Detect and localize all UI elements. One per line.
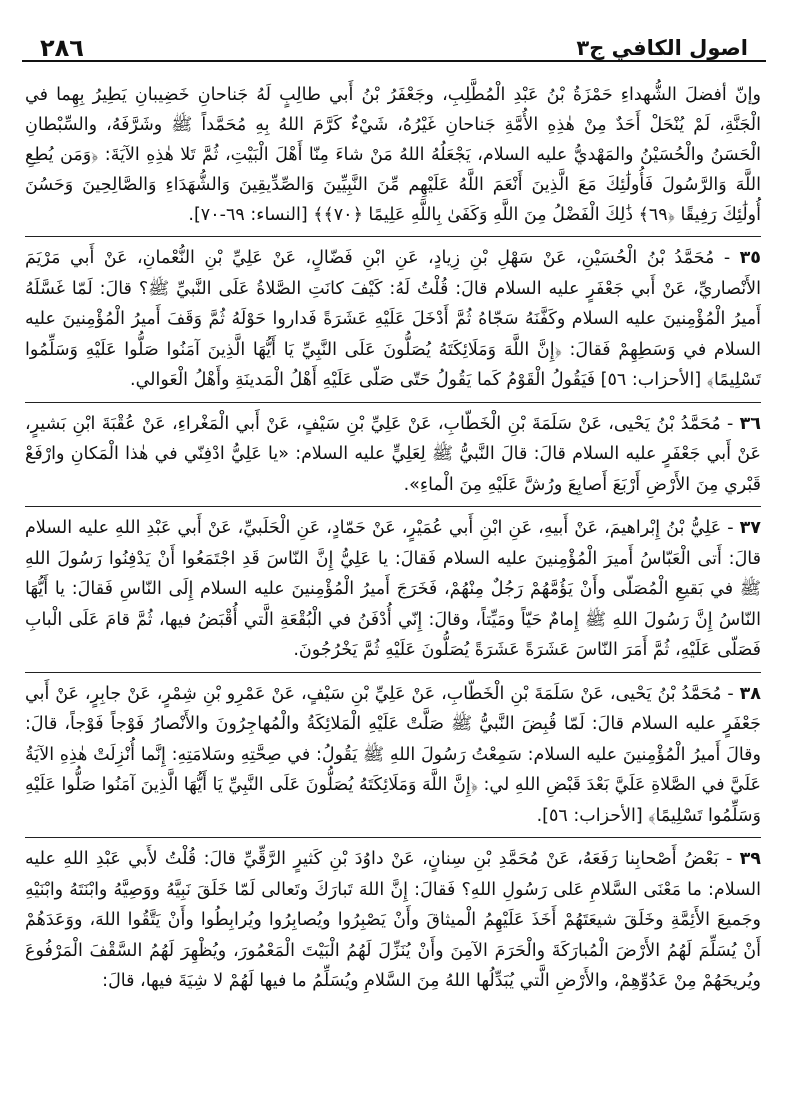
hadith-number: ٣٥ [739,248,761,268]
paragraph-text: مُحَمَّدُ بْنُ الْحُسَيْنِ، عَنْ سَهْلِ بْنِ زِيادٍ، عَنِ ابْنِ فَضّالٍ، عَنْ عَلِيِّ بْنِ النُّعْمانِ، عَنْ أَبي مَرْيَمَ الأَنْصاريِّ، عَنْ أَبي جَعْفَرٍ عليه السلام قالَ: قُلْتُ لَهُ: كَيْفَ كانَتِ الصَّلاةُ عَلَى النَّبيِّ ﷺ؟ قالَ: لَمّا غَسَّلَهُ أَميرُ الْمُؤْمِنينَ عليه السلام وكَفَّنَهُ سَجّاهُ ثُمَّ أَدْخَلَ عَلَيْهِ عَشَرَةً فَداروا حَوْلَهُ ثُمَّ وَقَفَ أَميرُ الْمُؤْمِنينَ عليه السلام في وَسَطِهِمْ فَقالَ: ﴿إِنَّ اللَّهَ وَمَلَائِكَتَهُ يُصَلُّونَ عَلَى النَّبِيِّ يَا أَيُّهَا الَّذِينَ آمَنُوا صَلُّوا عَلَيْهِ وَسَلِّمُوا تَسْلِيمًا﴾ [الأحزاب: ٥٦] فَيَقُولُ الْقَوْمُ كَما يَقُولُ حَتّى صَلّى عَلَيْهِ أَهْلُ الْمَدينَةِ وأَهْلُ الْعَوالي. [25,248,761,390]
hadith-number: ٣٦ [739,413,761,434]
paragraph-text: مُحَمَّدُ بْنُ يَحْيى، عَنْ سَلَمَةَ بْنِ الْخَطّابِ، عَنْ عَلِيِّ بْنِ سَيْفٍ، عَنْ عَمْرِو بْنِ شِمْرٍ، عَنْ جابِرٍ، عَنْ أَبي جَعْفَرٍ عليه السلام قالَ: لَمّا قُبِضَ النَّبيُّ ﷺ صَلَّتْ عَلَيْهِ الْمَلائِكَةُ والْمُهاجِرُونَ والأَنْصارُ فَوْجاً فَوْجاً، قالَ: وقالَ أَميرُ الْمُؤْمِنينَ عليه السلام: سَمِعْتُ رَسُولَ اللهِ ﷺ يَقُولُ: في صِحَّتِهِ وسَلامَتِهِ: إِنَّما أُنْزِلَتْ هٰذِهِ الآيَةُ عَلَيَّ في الصَّلاةِ عَلَيَّ بَعْدَ قَبْضِ اللهِ لي: ﴿إِنَّ اللَّهَ وَمَلَائِكَتَهُ يُصَلُّونَ عَلَى النَّبِيِّ يَا أَيُّهَا الَّذِينَ آمَنُوا صَلُّوا عَلَيْهِ وَسَلِّمُوا تَسْلِيمًا﴾ [الأحزاب: ٥٦]. [25,683,761,826]
paragraph-text: عَلِيُّ بْنُ إِبْراهيمَ، عَنْ أَبيهِ، عَنِ ابْنِ أَبي عُمَيْرٍ، عَنْ حَمّادٍ، عَنِ الْحَلَبيِّ، عَنْ أَبي عَبْدِ اللهِ عليه السلام قالَ: أَتى الْعَبّاسُ أَميرَ الْمُؤْمِنينَ عليه السلام فَقالَ: يا عَلِيُّ إِنَّ النّاسَ قَدِ اجْتَمَعُوا أَنْ يَدْفِنُوا رَسُولَ اللهِ ﷺ في بَقيعِ الْمُصَلّى وأَنْ يَؤُمَّهُمْ رَجُلٌ مِنْهُمْ، فَخَرَجَ أَميرُ الْمُؤْمِنينَ عليه السلام إِلَى النّاسِ فَقالَ: يا أَيُّهَا النّاسُ إِنَّ رَسُولَ اللهِ ﷺ إِمامٌ حَيّاً ومَيِّتاً، وقالَ: إِنّي أُدْفَنُ في الْبُقْعَةِ الَّتي أُقْبَضُ فيها، ثُمَّ قامَ عَلَى الْبابِ فَصَلّى عَلَيْهِ، ثُمَّ أَمَرَ النّاسَ عَشَرَةً عَشَرَةً يُصَلُّونَ عَلَيْهِ ثُمَّ يَخْرُجُونَ. [25,518,761,660]
header-divider [22,60,766,62]
section-divider [25,506,761,507]
section-divider [25,402,761,403]
hadith-paragraph: ٣٨ - مُحَمَّدُ بْنُ يَحْيى، عَنْ سَلَمَةَ بْنِ الْخَطّابِ، عَنْ عَلِيِّ بْنِ سَيْفٍ، عَنْ عَمْرِو بْنِ شِمْرٍ، عَنْ جابِرٍ، عَنْ أَبي جَعْفَرٍ عليه السلام قالَ: لَمّا قُبِضَ النَّبيُّ ﷺ صَلَّتْ عَلَيْهِ الْمَلائِكَةُ والْمُهاجِرُونَ والأَنْصارُ فَوْجاً فَوْجاً، قالَ: وقالَ أَميرُ الْمُؤْمِنينَ عليه السلام: سَمِعْتُ رَسُولَ اللهِ ﷺ يَقُولُ: في صِحَّتِهِ وسَلامَتِهِ: إِنَّما أُنْزِلَتْ هٰذِهِ الآيَةُ عَلَيَّ في الصَّلاةِ عَلَيَّ بَعْدَ قَبْضِ اللهِ لي: ﴿إِنَّ اللَّهَ وَمَلَائِكَتَهُ يُصَلُّونَ عَلَى النَّبِيِّ يَا أَيُّهَا الَّذِينَ آمَنُوا صَلُّوا عَلَيْهِ وَسَلِّمُوا تَسْلِيمًا﴾ [الأحزاب: ٥٦]. [25,683,761,826]
hadith-number: ٣٩ [739,849,761,869]
paragraph-continuation [25,80,761,230]
section-divider [25,837,761,838]
paragraph-text: مُحَمَّدُ بْنُ يَحْيى، عَنْ سَلَمَةَ بْنِ الْخَطّابِ، عَنْ عَلِيِّ بْنِ سَيْفٍ، عَنْ أَبي الْمَغْراءِ، عَنْ عُقْبَةَ ابْنِ بَشيرٍ، عَنْ أَبي جَعْفَرٍ عليه السلام قالَ: قالَ النَّبيُّ ﷺ لِعَلِيٍّ عليه السلام: «يا عَلِيُّ ادْفِنّي في هٰذا الْمَكانِ وارْفَعْ قَبْري مِنَ الأَرْضِ أَرْبَعَ أَصابِعَ ورُشَّ عَلَيْهِ مِنَ الْماءِ». [25,413,761,495]
hadith-paragraph: ٣٩ - بَعْضُ أَصْحابِنا رَفَعَهُ، عَنْ مُحَمَّدِ بْنِ سِنانٍ، عَنْ داوُدَ بْنِ كَثيرٍ الرَّقِّيِّ قالَ: قُلْتُ لأَبي عَبْدِ اللهِ عليه السلام: ما مَعْنَى السَّلامِ عَلى رَسُولِ اللهِ؟ فَقالَ: إِنَّ اللهَ تَبارَكَ وتَعالى لَمّا خَلَقَ نَبِيَّهُ ووَصِيَّهُ وابْنَتَهُ وابْنَيْهِ وجَميعَ الأَئِمَّةِ وخَلَقَ شيعَتَهُمْ أَخَذَ عَلَيْهِمُ الْميثاقَ وأَنْ يَصْبِرُوا ويُصابِرُوا ويُرابِطُوا وأَنْ يَتَّقُوا اللهَ، ووَعَدَهُمْ أَنْ يُسَلِّمَ لَهُمُ الأَرْضَ الْمُبارَكَةَ والْحَرَمَ الآمِنَ وأَنْ يُنَزِّلَ لَهُمُ الْبَيْتَ الْمَعْمُورَ، ويُظْهِرَ لَهُمُ السَّقْفَ الْمَرْفُوعَ ويُريحَهُمْ مِنْ عَدُوِّهِمْ، والأَرْضِ الَّتي يُبَدِّلُها اللهُ مِنَ السَّلامِ ويُسَلِّمُ ما فيها لَهُمْ لا شِيَةَ فيها، قالَ: [25,849,761,991]
hadith-paragraph: ٣٥ - مُحَمَّدُ بْنُ الْحُسَيْنِ، عَنْ سَهْلِ بْنِ زِيادٍ، عَنِ ابْنِ فَضّالٍ، عَنْ عَلِيِّ بْنِ النُّعْمانِ، عَنْ أَبي مَرْيَمَ الأَنْصاريِّ، عَنْ أَبي جَعْفَرٍ عليه السلام قالَ: قُلْتُ لَهُ: كَيْفَ كانَتِ الصَّلاةُ عَلَى النَّبيِّ ﷺ؟ قالَ: لَمّا غَسَّلَهُ أَميرُ الْمُؤْمِنينَ عليه السلام وكَفَّنَهُ سَجّاهُ ثُمَّ أَدْخَلَ عَلَيْهِ عَشَرَةً فَداروا حَوْلَهُ ثُمَّ وَقَفَ أَميرُ الْمُؤْمِنينَ عليه السلام في وَسَطِهِمْ فَقالَ: ﴿إِنَّ اللَّهَ وَمَلَائِكَتَهُ يُصَلُّونَ عَلَى النَّبِيِّ يَا أَيُّهَا الَّذِينَ آمَنُوا صَلُّوا عَلَيْهِ وَسَلِّمُوا تَسْلِيمًا﴾ [الأحزاب: ٥٦] فَيَقُولُ الْقَوْمُ كَما يَقُولُ حَتّى صَلّى عَلَيْهِ أَهْلُ الْمَدينَةِ وأَهْلُ الْعَوالي. [25,248,761,390]
section-divider [25,236,761,237]
hadith-number: ٣٧ [739,518,761,538]
hadith-paragraph: ٣٦ - مُحَمَّدُ بْنُ يَحْيى، عَنْ سَلَمَةَ بْنِ الْخَطّابِ، عَنْ عَلِيِّ بْنِ سَيْفٍ، عَنْ أَبي الْمَغْراءِ، عَنْ عُقْبَةَ ابْنِ بَشيرٍ، عَنْ أَبي جَعْفَرٍ عليه السلام قالَ: قالَ النَّبيُّ ﷺ لِعَلِيٍّ عليه السلام: «يا عَلِيُّ ادْفِنّي في هٰذا الْمَكانِ وارْفَعْ قَبْري مِنَ الأَرْضِ أَرْبَعَ أَصابِعَ ورُشَّ عَلَيْهِ مِنَ الْماءِ». [25,413,761,495]
hadith-paragraph: ٣٧ - عَلِيُّ بْنُ إِبْراهيمَ، عَنْ أَبيهِ، عَنِ ابْنِ أَبي عُمَيْرٍ، عَنْ حَمّادٍ، عَنِ الْحَلَبيِّ، عَنْ أَبي عَبْدِ اللهِ عليه السلام قالَ: أَتى الْعَبّاسُ أَميرَ الْمُؤْمِنينَ عليه السلام فَقالَ: يا عَلِيُّ إِنَّ النّاسَ قَدِ اجْتَمَعُوا أَنْ يَدْفِنُوا رَسُولَ اللهِ ﷺ في بَقيعِ الْمُصَلّى وأَنْ يَؤُمَّهُمْ رَجُلٌ مِنْهُمْ، فَخَرَجَ أَميرُ الْمُؤْمِنينَ عليه السلام إِلَى النّاسِ فَقالَ: يا أَيُّهَا النّاسُ إِنَّ رَسُولَ اللهِ ﷺ إِمامٌ حَيّاً ومَيِّتاً، وقالَ: إِنّي أُدْفَنُ في الْبُقْعَةِ الَّتي أُقْبَضُ فيها، ثُمَّ قامَ عَلَى الْبابِ فَصَلّى عَلَيْهِ، ثُمَّ أَمَرَ النّاسَ عَشَرَةً عَشَرَةً يُصَلُّونَ عَلَيْهِ ثُمَّ يَخْرُجُونَ. [25,518,761,660]
book-title: اصول الكافي ج٣ [576,36,748,60]
paragraph-text: بَعْضُ أَصْحابِنا رَفَعَهُ، عَنْ مُحَمَّدِ بْنِ سِنانٍ، عَنْ داوُدَ بْنِ كَثيرٍ الرَّقِّيِّ قالَ: قُلْتُ لأَبي عَبْدِ اللهِ عليه السلام: ما مَعْنَى السَّلامِ عَلى رَسُولِ اللهِ؟ فَقالَ: إِنَّ اللهَ تَبارَكَ وتَعالى لَمّا خَلَقَ نَبِيَّهُ ووَصِيَّهُ وابْنَتَهُ وابْنَيْهِ وجَميعَ الأَئِمَّةِ وخَلَقَ شيعَتَهُمْ أَخَذَ عَلَيْهِمُ الْميثاقَ وأَنْ يَصْبِرُوا ويُصابِرُوا ويُرابِطُوا وأَنْ يَتَّقُوا اللهَ، ووَعَدَهُمْ أَنْ يُسَلِّمَ لَهُمُ الأَرْضَ الْمُبارَكَةَ والْحَرَمَ الآمِنَ وأَنْ يُنَزِّلَ لَهُمُ الْبَيْتَ الْمَعْمُورَ، ويُظْهِرَ لَهُمُ السَّقْفَ الْمَرْفُوعَ ويُريحَهُمْ مِنْ عَدُوِّهِمْ، والأَرْضِ الَّتي يُبَدِّلُها اللهُ مِنَ السَّلامِ ويُسَلِّمُ ما فيها لَهُمْ لا شِيَةَ فيها، قالَ: [25,849,761,991]
section-divider [25,672,761,673]
page-number: ٢٨٦ [40,34,84,62]
hadith-number: ٣٨ [739,683,761,704]
paragraph-text: وإنّ أفضلَ الشُّهداءِ حَمْزَةُ بْنُ عَبْدِ الْمُطَّلِبِ، وجَعْفَرُ بْنُ أَبي طالِبٍ لَهُ جَناحانِ خَضِيبانِ يَطِيرُ بِهِما في الْجَنَّةِ، لَمْ يُنْحَلْ أَحَدٌ مِنْ هٰذِهِ الأُمَّةِ جَناحانِ غَيْرُهُ، شَيْءٌ كَرَّمَ اللهُ بِهِ مُحَمَّداً ﷺ وشَرَّفَهُ، والسِّبْطانِ الْحَسَنُ والْحُسَيْنُ والمَهْديُّ عليه السلام، يَجْعَلُهُ اللهُ مَنْ شاءَ مِنّا أَهْلَ الْبَيْتِ، ثُمَّ تَلا هٰذِهِ الآيَةَ: ﴿وَمَن يُطِعِ اللَّهَ وَالرَّسُولَ فَأُولَٰئِكَ مَعَ الَّذِينَ أَنْعَمَ اللَّهُ عَلَيْهِم مِّنَ النَّبِيِّينَ وَالصِّدِّيقِينَ وَالشُّهَدَاءِ وَالصَّالِحِينَ وَحَسُنَ أُولَٰئِكَ رَفِيقًا ﴿٦٩﴾ ذَٰلِكَ الْفَضْلُ مِنَ اللَّهِ وَكَفَىٰ بِاللَّهِ عَلِيمًا ﴿٧٠﴾﴾ [النساء: ٦٩-٧٠]. [25,85,761,225]
page-body [25,80,761,1003]
